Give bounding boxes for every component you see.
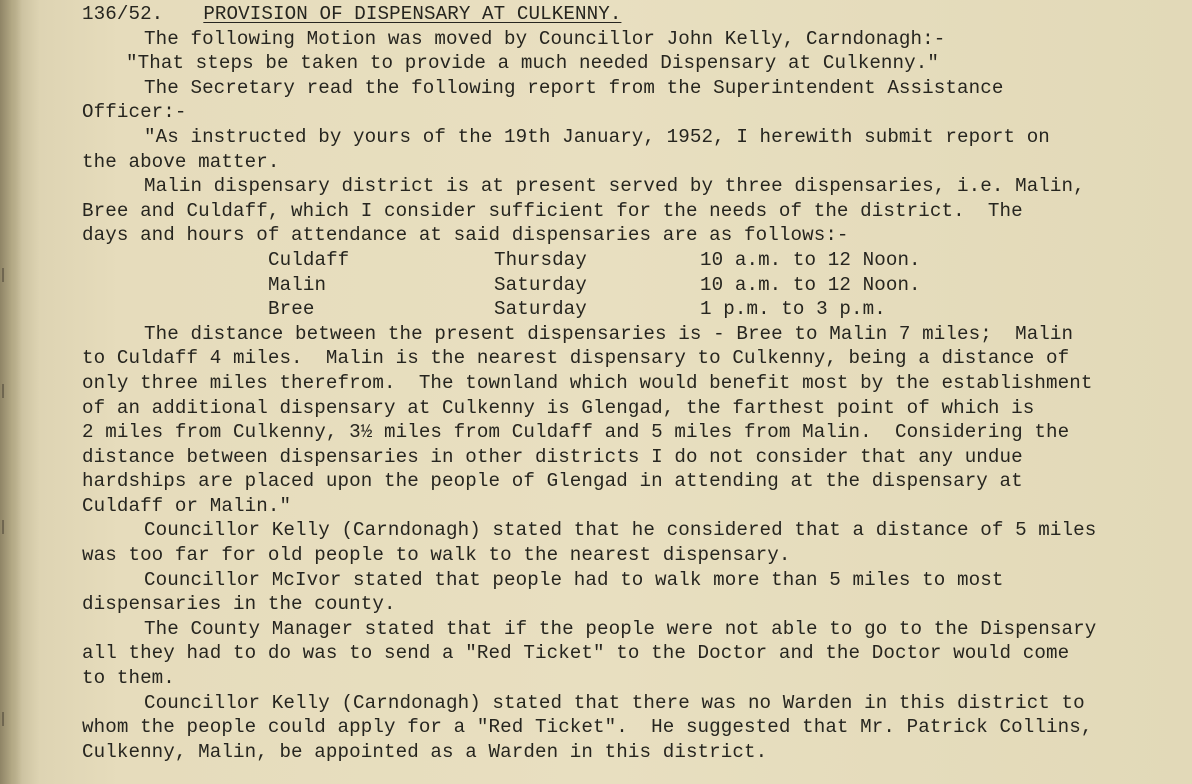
binding-mark [2, 268, 4, 282]
text-line: Councillor Kelly (Carndonagh) stated that there was no Warden in this district to [144, 691, 1085, 714]
minute-reference: 136/52. [82, 3, 164, 25]
schedule-hours: 10 a.m. to 12 Noon. [700, 248, 921, 271]
text-line: The Secretary read the following report from the Superintendent Assistance [144, 76, 1004, 99]
text-line: Councillor Kelly (Carndonagh) stated that he considered that a distance of 5 miles [144, 519, 1097, 542]
text-line: Culdaff or Malin." [82, 494, 292, 517]
schedule-place: Culdaff [268, 248, 350, 271]
text-line: The distance between the present dispensaries is - Bree to Malin 7 miles; Malin [144, 322, 1074, 345]
binding-mark [2, 712, 4, 726]
text-line: to Culdaff 4 miles. Malin is the nearest dispensary to Culkenny, being a distance of [82, 347, 1070, 370]
text-line: 2 miles from Culkenny, 3½ miles from Culdaff and 5 miles from Malin. Considering the [82, 421, 1070, 444]
page-binding-edge [0, 0, 22, 784]
text-line: was too far for old people to walk to the nearest dispensary. [82, 544, 791, 567]
text-line: the above matter. [82, 150, 280, 173]
text-line: dispensaries in the county. [82, 593, 396, 616]
text-line: Malin dispensary district is at present served by three dispensaries, i.e. Malin, [144, 175, 1085, 198]
schedule-place: Malin [268, 273, 327, 296]
text-line: distance between dispensaries in other districts I do not consider that any undue [82, 445, 1023, 468]
binding-mark [2, 384, 4, 398]
schedule-row [82, 273, 1186, 298]
text-line: Officer:- [82, 101, 187, 124]
schedule-day: Thursday [494, 248, 587, 271]
text-line: to them. [82, 667, 175, 690]
text-line: Councillor McIvor stated that people had to walk more than 5 miles to most [144, 568, 1004, 591]
report-intro-block [82, 27, 1186, 248]
text-line: all they had to do was to send a "Red Ticket" to the Doctor and the Doctor would come [82, 642, 1070, 665]
schedule-day: Saturday [494, 273, 587, 296]
text-line: whom the people could apply for a "Red Ticket". He suggested that Mr. Patrick Collins, [82, 716, 1093, 739]
text-line: "That steps be taken to provide a much needed Dispensary at Culkenny." [126, 52, 940, 75]
schedule-place: Bree [268, 298, 315, 321]
text-line: Culkenny, Malin, be appointed as a Warden in this district. [82, 740, 768, 763]
schedule-day: Saturday [494, 298, 587, 321]
binding-mark [2, 520, 4, 534]
text-line: days and hours of attendance at said dispensaries are as follows:- [82, 224, 849, 247]
text-line: of an additional dispensary at Culkenny is Glengad, the farthest point of which is [82, 396, 1035, 419]
schedule-hours: 1 p.m. to 3 p.m. [700, 298, 886, 321]
schedule-hours: 10 a.m. to 12 Noon. [700, 273, 921, 296]
attendance-schedule-table [82, 248, 1186, 322]
text-line: The County Manager stated that if the people were not able to go to the Dispensary [144, 617, 1097, 640]
text-line: "As instructed by yours of the 19th January, 1952, I herewith submit report on [144, 125, 1050, 148]
schedule-row [82, 297, 1186, 322]
minute-heading [82, 2, 1186, 27]
schedule-row [82, 248, 1186, 273]
text-line: Bree and Culdaff, which I consider sufficient for the needs of the district. The [82, 199, 1023, 222]
discussion-block [82, 322, 1186, 765]
text-line: hardships are placed upon the people of Glengad in attending at the dispensary at [82, 470, 1023, 493]
minute-title: PROVISION OF DISPENSARY AT CULKENNY. [203, 3, 622, 25]
text-line: only three miles therefrom. The townland which would benefit most by the establishment [82, 371, 1093, 394]
text-line: The following Motion was moved by Councillor John Kelly, Carndonagh:- [144, 27, 946, 50]
minutes-document [82, 2, 1186, 764]
